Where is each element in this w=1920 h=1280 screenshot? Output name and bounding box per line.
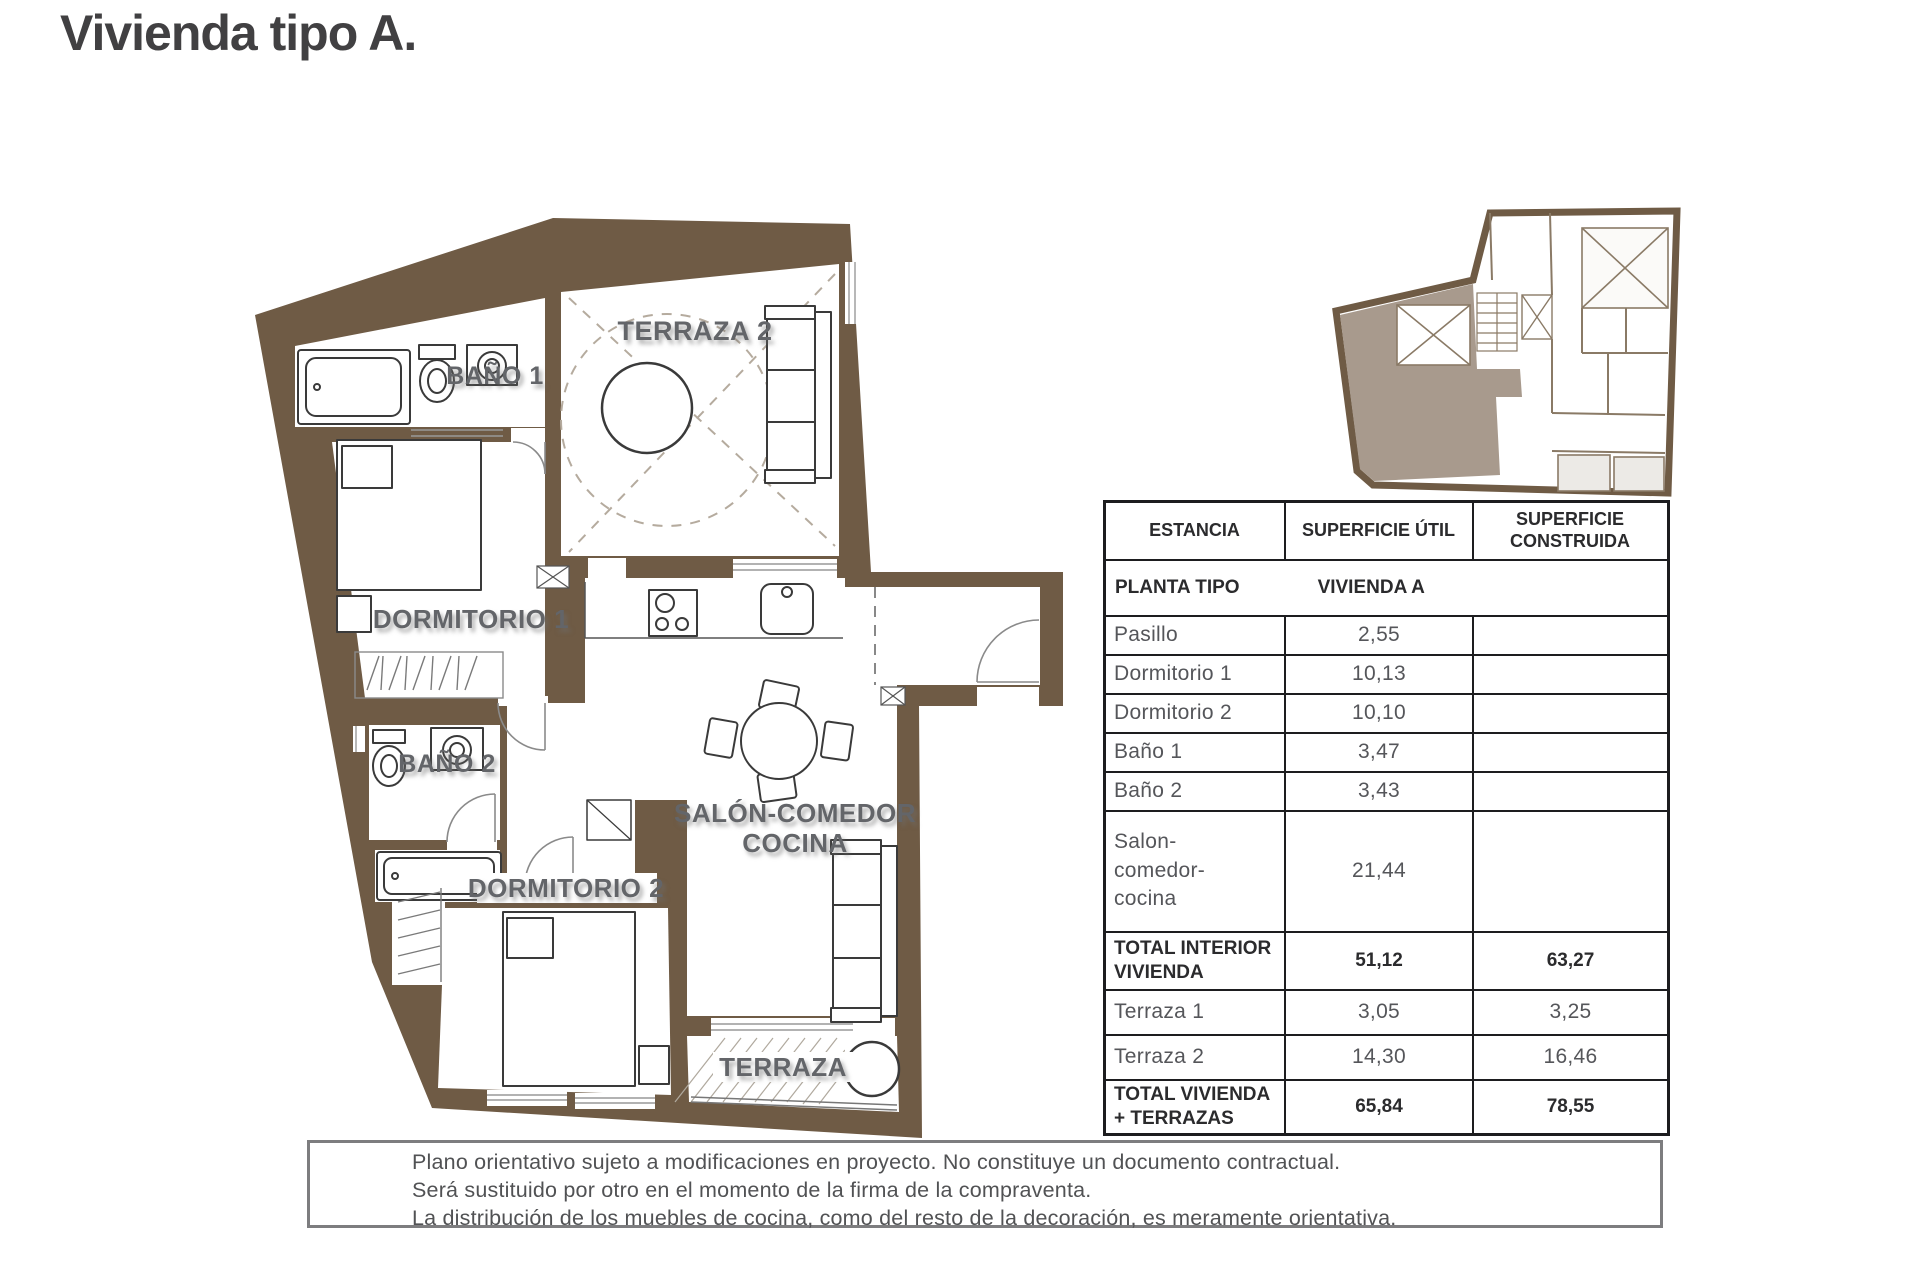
sofa-salon-back xyxy=(881,846,897,1016)
locator-stairs xyxy=(1477,293,1517,351)
stove xyxy=(649,590,697,636)
building-locator-plan xyxy=(1330,183,1702,505)
table-total-row: TOTAL VIVIENDA + TERRAZAS 65,84 78,55 xyxy=(1105,1080,1669,1135)
locator-elevator xyxy=(1522,295,1552,339)
room-label-bano-1: BAÑO 1 xyxy=(446,362,544,390)
floor-plan xyxy=(195,140,1075,1140)
floor-plan-drawing xyxy=(195,140,1075,1140)
surfaces-table xyxy=(1103,500,1670,1136)
disclaimer-line: Plano orientativo sujeto a modificaciones en proyecto. No constituye un documento contractual. xyxy=(412,1150,1341,1174)
table-row: Dormitorio 1 10,13 xyxy=(1105,655,1669,694)
col-header-superficie-util: SUPERFICIE ÚTIL xyxy=(1285,502,1473,560)
planta-tipo-label: PLANTA TIPO xyxy=(1115,576,1240,598)
table-row: Pasillo 2,55 xyxy=(1105,616,1669,655)
table-row: Terraza 2 14,30 16,46 xyxy=(1105,1035,1669,1080)
table-row: Baño 1 3,47 xyxy=(1105,733,1669,772)
table-row: Dormitorio 2 10,10 xyxy=(1105,694,1669,733)
sofa-salon-seat xyxy=(833,852,881,1010)
room-label-dormitorio-2: DORMITORIO 2 xyxy=(467,873,665,903)
table-subheader-row xyxy=(1105,560,1669,616)
sofa-terraza2-seat xyxy=(767,318,815,472)
table-row: Baño 2 3,43 xyxy=(1105,772,1669,811)
room-label-salon-line1: SALÓN-COMEDOR xyxy=(674,798,916,828)
room-label-terraza-2: TERRAZA 2 xyxy=(617,316,773,346)
room-label-terraza: TERRAZA xyxy=(719,1052,847,1082)
room-label-salon-line2: COCINA xyxy=(742,828,848,858)
page-title: Vivienda tipo A. xyxy=(60,5,417,61)
nightstand-2 xyxy=(639,1046,669,1084)
chair xyxy=(821,721,854,761)
vivienda-a-label: VIVIENDA A xyxy=(1317,576,1425,598)
dining-table xyxy=(741,703,817,779)
toilet-1-tank xyxy=(419,345,455,359)
room-label-bano-2: BAÑO 2 xyxy=(398,750,496,778)
table-row: Salon-comedor-cocina 21,44 xyxy=(1105,811,1669,932)
table-total-row: TOTAL INTERIOR VIVIENDA 51,12 63,27 xyxy=(1105,932,1669,990)
col-header-estancia: ESTANCIA xyxy=(1105,502,1286,560)
terraza-table xyxy=(845,1042,899,1096)
sofa-terraza2-back xyxy=(815,312,831,478)
nightstand-1 xyxy=(337,596,371,632)
col-header-superficie-construida: SUPERFICIE CONSTRUIDA xyxy=(1473,502,1669,560)
disclaimer-box xyxy=(307,1140,1663,1228)
disclaimer-line: Será sustituido por otro en el momento de la firma de la compraventa. xyxy=(412,1177,1092,1202)
disclaimer-line: La distribución de los muebles de cocina, como del resto de la decoración, es meramente orientativa. xyxy=(412,1205,1397,1230)
table-header-row xyxy=(1105,502,1669,560)
toilet-2-tank xyxy=(373,730,405,743)
table-row: Terraza 1 3,05 3,25 xyxy=(1105,990,1669,1035)
terraza2-table xyxy=(602,363,692,453)
room-label-dormitorio-1: DORMITORIO 1 xyxy=(372,604,570,634)
chair xyxy=(704,718,738,758)
